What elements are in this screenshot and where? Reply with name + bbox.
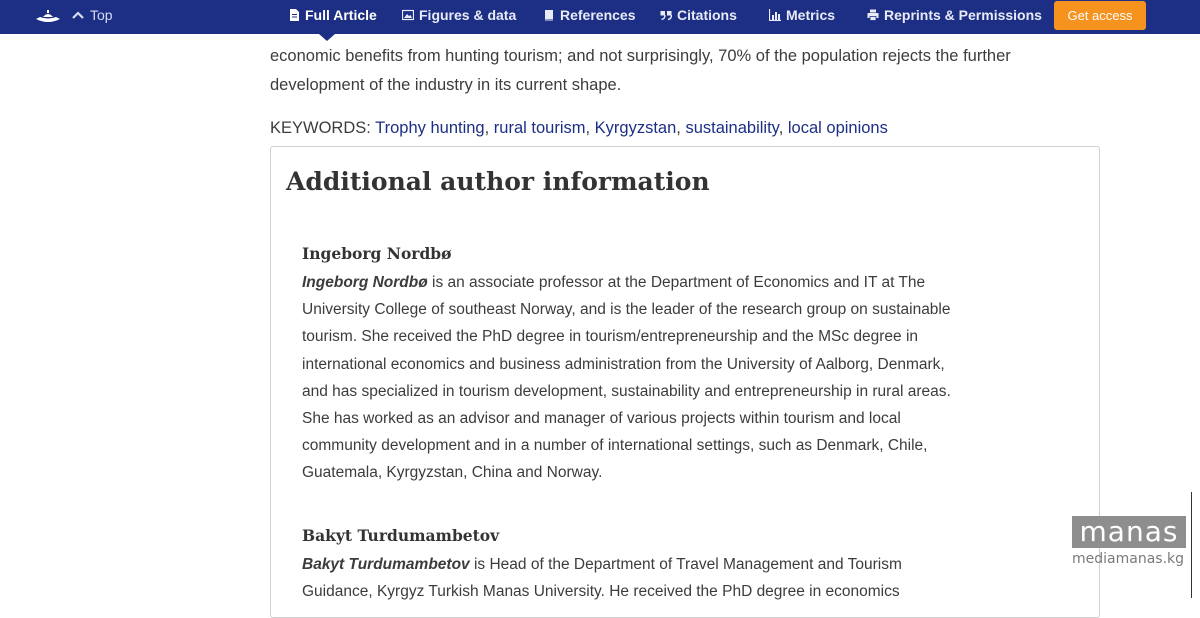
watermark-site: mediamanas.kg bbox=[1072, 551, 1185, 567]
keyword-link[interactable]: Kyrgyzstan bbox=[594, 119, 677, 137]
get-access-button[interactable]: Get access bbox=[1054, 1, 1146, 30]
keyword-link[interactable]: local opinions bbox=[787, 119, 888, 137]
author-name: Bakyt Turdumambetov bbox=[302, 526, 500, 545]
tab-label: Full Article bbox=[305, 7, 377, 23]
keyword-link[interactable]: sustainability bbox=[685, 119, 779, 137]
quote-icon bbox=[660, 9, 672, 21]
back-to-top-link[interactable] bbox=[72, 0, 113, 30]
author-info-panel bbox=[270, 146, 1100, 618]
printer-icon bbox=[867, 9, 879, 21]
keyword-link[interactable]: rural tourism bbox=[493, 119, 586, 137]
keywords-label: KEYWORDS: bbox=[270, 119, 371, 137]
watermark-logo: manas bbox=[1072, 516, 1186, 548]
tab-label: References bbox=[560, 7, 636, 23]
tab-references[interactable] bbox=[543, 0, 636, 30]
tab-reprints-permissions[interactable] bbox=[867, 0, 1042, 30]
keywords-line: KEYWORDS: Trophy hunting, rural tourism, Kyrgyzstan, sustainability, local opinions bbox=[270, 119, 888, 137]
tab-label: Citations bbox=[677, 7, 737, 23]
chevron-up-icon bbox=[72, 10, 84, 20]
author-bio: Ingeborg Nordbø is an associate professor at the Department of Economics and IT at The University College of southeast Norway, and is the leader of the research group on sustainable tourism. She received the PhD degree in tourism/entrepreneurship and the MSc degree in international economics and business administration from the University of Aalborg, Denmark, and has specialized in tourism development, sustainability and entrepreneurship in rural areas. She has worked as an advisor and manager of various projects within tourism and local community development and in a number of international settings, such as Denmark, Chile, Guatemala, Kyrgyzstan, China and Norway. bbox=[302, 274, 951, 482]
lamp-logo-icon[interactable] bbox=[34, 8, 62, 26]
tab-citations[interactable] bbox=[660, 0, 737, 30]
document-icon bbox=[288, 9, 300, 21]
active-tab-indicator bbox=[319, 34, 335, 41]
tab-label: Figures & data bbox=[419, 7, 517, 23]
article-nav-bar bbox=[0, 0, 1200, 34]
author-bio: Bakyt Turdumambetov is Head of the Department of Travel Management and Tourism Guidance, Kyrgyz Turkish Manas University. He received the PhD degree in economics bbox=[302, 556, 902, 601]
image-icon bbox=[402, 9, 414, 21]
tab-label: Metrics bbox=[786, 7, 836, 23]
tab-label: Reprints & Permissions bbox=[884, 7, 1042, 23]
bar-chart-icon bbox=[769, 9, 781, 21]
author-info-title: Additional author information bbox=[286, 167, 710, 196]
book-icon bbox=[543, 9, 555, 21]
abstract-text: economic benefits from hunting tourism; and not surprisingly, 70% of the population rejects the further development of the industry in its current shape. bbox=[270, 47, 1011, 94]
edge-divider bbox=[1191, 492, 1192, 598]
keyword-link[interactable]: Trophy hunting bbox=[375, 119, 485, 137]
author-entry bbox=[302, 244, 952, 487]
top-label: Top bbox=[90, 7, 113, 23]
tab-figures-data[interactable] bbox=[402, 0, 516, 30]
tab-metrics[interactable] bbox=[769, 0, 835, 30]
tab-full-article[interactable] bbox=[288, 0, 377, 30]
author-entry bbox=[302, 526, 952, 605]
author-name: Ingeborg Nordbø bbox=[302, 244, 452, 263]
watermark bbox=[1072, 516, 1188, 567]
